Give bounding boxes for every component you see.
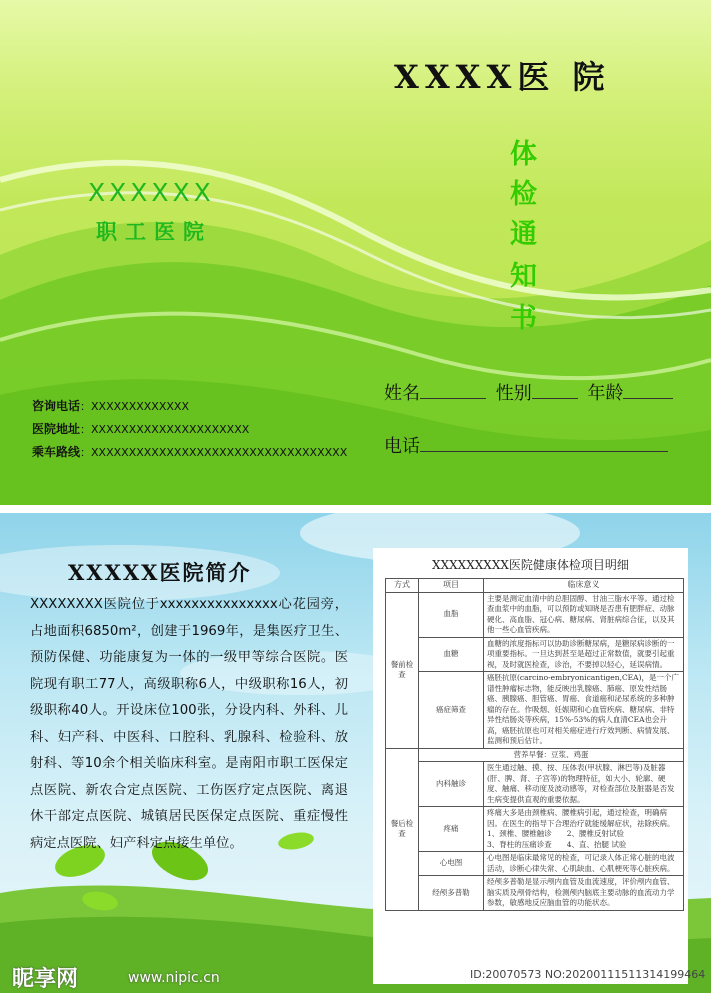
table-row (386, 876, 684, 911)
sheet-title: XXXXXXXXX医院健康体检项目明细 (432, 558, 629, 572)
hospital-title: XXXX医 院 (394, 58, 611, 96)
phone-blank[interactable] (420, 435, 668, 452)
contact-route (32, 443, 347, 460)
phone-label: 电话 (384, 436, 420, 457)
item-cell: 心电图 (419, 852, 484, 876)
gender-label: 性别 (495, 383, 532, 404)
table-header-row (386, 579, 684, 593)
mode-pre-meal: 餐前检查 (386, 592, 419, 748)
watermark-id: ID:20070573 NO:20200111511314199464 (470, 968, 706, 981)
contact-value: ：XXXXXXXXXXXXX (80, 400, 189, 413)
watermark-logo: 昵享网 (12, 967, 79, 992)
form-row-basic (384, 379, 673, 405)
contact-label: 医院地址 (32, 422, 81, 436)
meaning-cell: 癌胚抗原(carcino-embryonicantigen,CEA)，是一个广谱性肿瘤标志物，能反映出乳腺癌、肺癌、原发性结肠癌、胰腺癌、胆管癌、胃癌、食道癌和泌尿系统的多种肿瘤的存在。作吸烟、妊娠期和心血管疾病、糖尿病、非特异性结肠炎等疾病，15%-53%的病人血清CEA也会升高，癌胚抗原也可对相关癌症进行疗效判断、病情发展、监测和预后估计。 (484, 672, 684, 749)
table-row (386, 672, 684, 749)
meaning-cell: 医生通过触、摸、按、压体表(甲状腺、淋巴等)及脏器(肝、脾、肾、子宫等)的物理特征，如大小、轮廓、硬度、触痛、移动度及波动感等，对检查部位及脏器是否发生病变提供直观的重要依据。 (484, 762, 684, 807)
item-cell: 血糖 (419, 637, 484, 672)
intro-title: XXXXX医院简介 (68, 560, 252, 585)
item-cell: 内科触诊 (419, 762, 484, 807)
form-row-phone (384, 432, 668, 458)
meaning-cell: 经颅多普勒是显示颅内血管及血流速度，评价颅内血管、脑实质及颅骨结构，检测颅内脑底主要动脉的血流动力学参数，敏感地反应脑血管的功能状态。 (484, 876, 684, 911)
vertical-title-char: 书 (510, 303, 537, 334)
exam-items-sheet (373, 548, 688, 984)
contact-label: 乘车路线 (32, 445, 81, 459)
table-row (386, 762, 684, 807)
item-cell: 血脂 (419, 592, 484, 637)
org-name-line2: 职工医院 (96, 219, 212, 244)
item-cell: 疼痛 (419, 807, 484, 852)
header-item: 项目 (419, 579, 484, 593)
breakfast-note-row (386, 748, 684, 762)
table-row (386, 637, 684, 672)
vertical-title-char: 检 (510, 179, 537, 210)
item-cell: 经颅多普勒 (419, 876, 484, 911)
table-row (386, 852, 684, 876)
table-row (386, 807, 684, 852)
meaning-cell: 心电图是临床最常见的检查，可记录人体正常心脏的电波活动，诊断心律失常、心肌缺血、心肌梗死等心脏疾病。 (484, 852, 684, 876)
vertical-title-char: 知 (510, 261, 537, 292)
contact-address (32, 420, 249, 437)
meaning-cell: 疼痛大多是由颈椎病、腰椎病引起，通过检查，明确病因。在医生的指导下合理治疗就能缓解症状，祛除疾病。 1、颈椎、腰椎触诊 2、腰椎反射试验 3、脊柱的压痛诊查 4、直、抬腿 试验 (484, 807, 684, 852)
contact-value: ：XXXXXXXXXXXXXXXXXXXXX (80, 423, 250, 436)
item-cell: 癌症筛查 (419, 672, 484, 749)
intro-body: XXXXXXXX医院位于xxxxxxxxxxxxxxx心花园旁，占地面积6850m²，创建于1969年，是集医疗卫生、预防保健、功能康复为一体的一级甲等综合医院。医院现有职工77人，高级职称6人，中级职称16人，初级职称40人。开设床位100张，分设内科、外科、儿科、妇产科、中医科、口腔科、乳腺科、检验科、放射科、等10余个相关临床科室。是南阳市职工医保定点医院、新农合定点医院、工伤医疗定点医院、离退休干部定点医院、城镇居民医保定点医院、重症慢性病定点医院、妇产科定点接生单位。 (30, 597, 348, 851)
exam-items-table (385, 578, 684, 911)
vertical-title-char: 体 (510, 139, 537, 170)
meaning-cell: 血糖的浓度指标可以协助诊断糖尿病，是糖尿病诊断的一项重要指标。一旦达到甚至是超过正常数值，就要引起重视，及时就医检查，诊治，不要掉以轻心，延误病情。 (484, 637, 684, 672)
org-name-line1: XXXXXX (88, 178, 215, 207)
age-label: 年龄 (587, 383, 624, 404)
contact-label: 咨询电话 (32, 399, 81, 413)
vertical-title-char: 通 (510, 219, 537, 250)
page-divider (0, 505, 711, 513)
contact-phone (32, 397, 189, 414)
watermark-url: www.nipic.cn (128, 970, 220, 986)
name-label: 姓名 (384, 383, 420, 404)
mode-post-meal: 餐后检查 (386, 748, 419, 910)
contact-value: ：XXXXXXXXXXXXXXXXXXXXXXXXXXXXXXXXXX (80, 446, 348, 459)
name-blank[interactable] (420, 382, 486, 399)
table-row (386, 592, 684, 637)
header-mode: 方式 (386, 579, 419, 593)
age-blank[interactable] (623, 382, 673, 399)
meaning-cell: 主要是测定血清中的总胆固醇、甘油三脂水平等。通过检查血浆中的血脂，可以预防或知晓是否患有肥胖症、动脉硬化、高血脂、冠心病、糖尿病、肾脏病综合征，以及其他一些心血管疾病。 (484, 592, 684, 637)
header-meaning: 临床意义 (484, 579, 684, 593)
breakfast-note: 营养早餐：豆浆、鸡蛋 (419, 748, 684, 762)
gender-blank[interactable] (532, 382, 578, 399)
